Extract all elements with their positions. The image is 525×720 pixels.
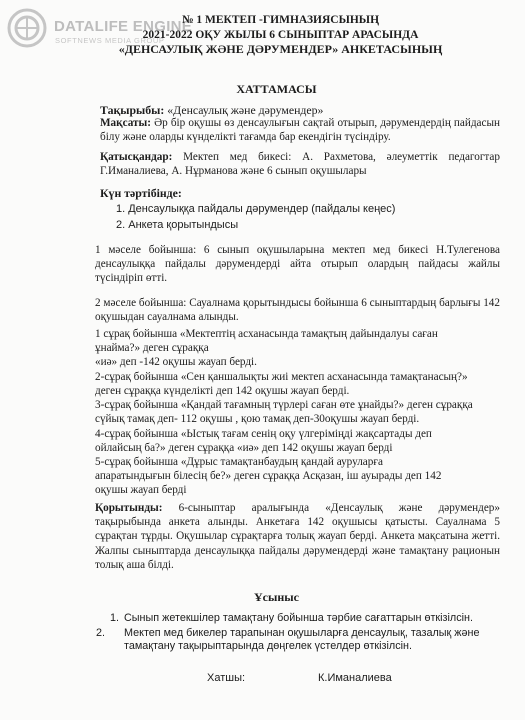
answer-line: 1 сұрақ бойынша «Мектептің асханасында тамақтың дайындалуы саған — [95, 328, 438, 340]
conclusion-paragraph — [95, 501, 500, 572]
issue-1-paragraph: 1 мәселе бойынша: 6 сынып оқушыларына мектеп мед бикесі Н.Тулегенова денсаулыққа пайдалы дәрумендерді айта отырып олардың пайдасы жайлы түсіндіріп өтті. — [95, 244, 500, 285]
header-year: 2021-2022 ОҚУ ЖЫЛЫ 6 СЫНЫПТАР АРАСЫНДА — [142, 29, 419, 41]
header-survey: «ДЕНСАУЛЫҚ ЖӘНЕ ДӘРУМЕНДЕР» АНКЕТАСЫНЫҢ — [118, 42, 443, 56]
participants-text: Мектеп мед бикесі: А. Рахметова, әлеуметтік педагогтар Г.Иманалиева, А. Нұрманова және 6 сынып оқушылары — [100, 151, 500, 178]
answer-line: сүйық тамақ деп- 112 оқушы , қою тамақ деп-30оқушы жауап берді. — [95, 413, 420, 426]
recommendation-number: 2. — [96, 626, 106, 639]
answer-line: 2-сұрақ бойынша «Сен қаншалықты жиі мектеп асханасында тамақтанасың?» — [95, 370, 468, 383]
recommendation-item — [96, 626, 500, 654]
secretary-label: Хатшы: — [207, 672, 246, 684]
goal-paragraph — [100, 116, 500, 144]
answer-line: 3-сұрақ бойынша «Қандай тағамның түрлері саған өте ұнайды?» деген сұраққа — [95, 399, 473, 412]
answer-line: 4-сұрақ бойынша «Ыстық тағам сенің оқу үлгеріміңді жақсартады деп — [95, 427, 432, 440]
issue-2-paragraph: 2 мәселе бойынша: Сауалнама қорытындысы бойынша 6 сыныптардың барлығы 142 оқушыдан сауалнама алынды. — [95, 297, 500, 324]
answer-line: апаратындығын білесің бе?» деген сұраққа Асқазан, іш ауырады деп 142 — [95, 470, 442, 483]
recommendation-text: Мектеп мед бикелер тарапынан оқушыларға денсаулық, тазалық және тамақтану тақырыптарында дөңгелек үстелдер өткізілсін. — [124, 626, 480, 653]
conclusion-text: 6-сыныптар аралығында «Денсаулық және дәрумендер» тақырыбында анкета алынды. Анкетаға 142 оқушысы қатысты. Сауалнама 5 сұрақтан тұрды. Оқушылар сұрақтарға толық жауап берді. Анкета мақсатына жетті. Жалпы сыныптарда денсаулыққа пайдалы дәрумендерді және тамақтану рационын толық аша білді. — [95, 502, 500, 571]
goal-label: Мақсаты: — [100, 117, 151, 129]
answer-line: деген сұраққа күнделікті деп 142 оқушы жауап берді. — [95, 384, 350, 397]
secretary-name: К.Иманалиева — [318, 672, 392, 684]
agenda-list — [116, 203, 496, 235]
topic-label: Тақырыбы: — [100, 103, 165, 117]
recommendation-number: 1. — [110, 612, 120, 624]
answer-line: ойлайсың ба?» деген сұраққа «иә» деп 142 оқушы жауап берді — [95, 441, 393, 454]
answers-block — [95, 327, 500, 498]
recommendation-item — [110, 612, 500, 626]
header-school: № 1 МЕКТЕП -ГИМНАЗИЯСЫНЫҢ — [181, 14, 380, 26]
watermark-subtitle: SOFTNEWS MEDIA GROUP — [55, 36, 165, 45]
agenda-item: 1. Денсаулыққа пайдалы дәрумендер (пайдалы кеңес) — [116, 203, 396, 215]
topic-text: «Денсаулық және дәрумендер» — [164, 103, 324, 117]
participants-label: Қатысқандар: — [100, 151, 173, 163]
agenda-heading: Күн тәртібінде: — [100, 186, 182, 200]
conclusion-label: Қорытынды: — [95, 502, 163, 514]
watermark-name: DATALIFE ENGINE — [54, 18, 193, 35]
answer-line: 5-сұрақ бойынша «Дұрыс тамақтанбаудың қандай ауруларға — [95, 455, 383, 468]
answer-line: ұнайма?» деген сұраққа — [95, 342, 209, 355]
answer-line: оқушы жауап берді — [95, 484, 187, 497]
recommendation-text: Сынып жетекшілер тамақтану бойынша тәрбие сағаттарын өткізілсін. — [124, 612, 473, 624]
document-title: ХАТТАМАСЫ — [236, 82, 317, 96]
answer-line: «иә» деп -142 оқушы жауап берді. — [95, 356, 257, 369]
agenda-item: 2. Анкета қорытындысы — [116, 218, 239, 231]
participants-paragraph — [100, 150, 500, 178]
recommendation-list — [96, 612, 500, 655]
recommendation-heading: Ұсыныс — [254, 590, 299, 604]
goal-text: Әр бір оқушы өз денсаулығын сақтай отырып, дәрумендердің пайдасын білу және оларды күнделікті тағамда бар екендігін түсіндіру. — [100, 117, 500, 144]
